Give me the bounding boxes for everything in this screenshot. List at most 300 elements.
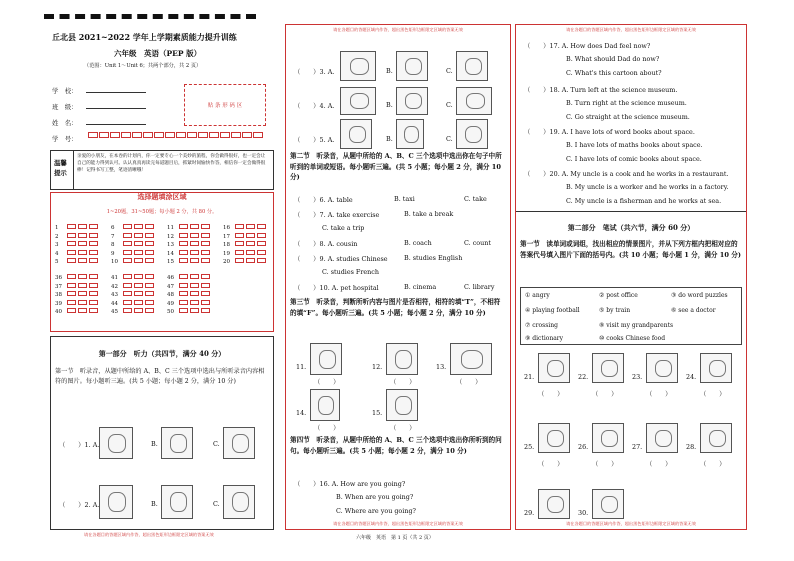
- answer-bubble[interactable]: [179, 258, 188, 263]
- picture-answer[interactable]: （ ）: [646, 460, 672, 468]
- answer-row-number: 48: [167, 292, 174, 298]
- answer-bubble[interactable]: [201, 283, 210, 288]
- picture-answer[interactable]: （ ）: [592, 460, 618, 468]
- answer-row-number: 43: [111, 292, 118, 298]
- answer-row[interactable]: [111, 257, 156, 265]
- q9-opt-c: C. studies French: [322, 268, 379, 276]
- q1-picture-b: [161, 427, 193, 459]
- q4: （ ）4. A.: [294, 102, 335, 110]
- answer-row[interactable]: [111, 299, 156, 307]
- picture-label: 26.: [578, 443, 589, 451]
- q2-picture-b: [161, 485, 193, 519]
- q20-opt-c: C. My uncle is a fisherman and he works at sea.: [566, 197, 722, 205]
- answer-bubble[interactable]: [190, 258, 199, 263]
- middle-bottom-note: 请在各题目的答题区域内作答，超出黑色矩形边框限定区域的答案无效: [333, 521, 463, 526]
- answer-bubble[interactable]: [78, 233, 87, 238]
- answer-row[interactable]: [167, 257, 212, 265]
- answer-bubble[interactable]: [201, 274, 210, 279]
- answer-bubble[interactable]: [201, 224, 210, 229]
- q3-opt-c: C.: [446, 67, 453, 75]
- answer-bubble[interactable]: [145, 233, 154, 238]
- answer-bubble[interactable]: [235, 258, 244, 263]
- answer-bubble[interactable]: [201, 241, 210, 246]
- answer-bubble[interactable]: [123, 274, 132, 279]
- notice-box: [50, 150, 274, 190]
- answer-row[interactable]: [223, 249, 268, 257]
- answer-bubble[interactable]: [190, 308, 199, 313]
- answer-row-number: 13: [167, 242, 174, 248]
- answer-bubble[interactable]: [235, 233, 244, 238]
- answer-row-number: 17: [223, 233, 230, 240]
- q2-picture-a: [99, 485, 133, 519]
- answer-bubble[interactable]: [134, 233, 143, 238]
- answer-bubble[interactable]: [145, 224, 154, 229]
- answer-bubble[interactable]: [78, 300, 87, 305]
- picture-answer[interactable]: （ ）: [592, 390, 618, 398]
- answer-row[interactable]: [167, 232, 212, 240]
- answer-bubble[interactable]: [89, 258, 98, 263]
- option-8: ⑧ visit my grandparents: [599, 322, 674, 329]
- q6-row: （ ）6. A. table B. taxi C. take: [294, 195, 487, 204]
- left-edge-note: 请在各题目的答题区域内作答，超出黑色矩形边框限定区域的答案无效: [84, 532, 214, 537]
- answer-sheet: [50, 192, 274, 332]
- answer-row[interactable]: [223, 232, 268, 240]
- q4-opt-b: B.: [386, 101, 393, 109]
- answer-bubble[interactable]: [78, 291, 87, 296]
- answer-bubble[interactable]: [67, 258, 76, 263]
- answer-bubble[interactable]: [67, 241, 76, 246]
- answer-bubble[interactable]: [134, 250, 143, 255]
- answer-bubble[interactable]: [145, 300, 154, 305]
- q5-opt-b: B.: [386, 135, 393, 143]
- answer-row[interactable]: [167, 249, 212, 257]
- answer-bubble[interactable]: [190, 300, 199, 305]
- picture-label: 22.: [578, 373, 589, 381]
- answer-bubble[interactable]: [78, 250, 87, 255]
- q20-opt-b: B. My uncle is a worker and he works in a factory.: [566, 183, 729, 191]
- answer-bubble[interactable]: [67, 308, 76, 313]
- answer-bubble[interactable]: [134, 308, 143, 313]
- answer-bubble[interactable]: [78, 283, 87, 288]
- answer-row-number: 14: [167, 250, 174, 257]
- answer-row-number: 20: [223, 259, 230, 265]
- q1-picture-a: [99, 427, 133, 459]
- picture: [700, 423, 732, 453]
- answer-bubble[interactable]: [89, 300, 98, 305]
- q11-picture: [310, 343, 342, 375]
- answer-bubble[interactable]: [89, 283, 98, 288]
- answer-row[interactable]: [111, 282, 156, 290]
- answer-row[interactable]: [55, 257, 100, 265]
- answer-bubble[interactable]: [123, 291, 132, 296]
- answer-row-number: 1: [55, 225, 59, 231]
- answer-row-number: 4: [55, 250, 59, 257]
- answer-row[interactable]: [111, 232, 156, 240]
- q13-label: 13.: [436, 363, 447, 371]
- answer-bubble[interactable]: [246, 233, 255, 238]
- q1-picture-c: [223, 427, 255, 459]
- answer-row-number: 41: [111, 275, 118, 281]
- answer-bubble[interactable]: [179, 241, 188, 246]
- answer-row-number: 36: [55, 275, 62, 281]
- answer-bubble[interactable]: [134, 258, 143, 263]
- answer-bubble[interactable]: [78, 224, 87, 229]
- answer-bubble[interactable]: [145, 241, 154, 246]
- answer-bubble[interactable]: [179, 274, 188, 279]
- answer-row-number: 16: [223, 225, 230, 231]
- part1-sec1: 第一节 听录音，从题中所给的 A、B、C 三个选项中选出与所听录音内容相符的图片。每小题听三遍。(共 5 小题；每小题 2 分，满分 10 分): [55, 368, 265, 385]
- answer-bubble[interactable]: [235, 250, 244, 255]
- q15-answer[interactable]: （ ）: [390, 424, 416, 432]
- q4-picture-b: [396, 87, 428, 115]
- right-bottom-note: 请在各题目的答题区域内作答，超出黑色矩形边框限定区域的答案无效: [566, 521, 696, 526]
- q2-opt-b: B.: [151, 500, 158, 508]
- picture-label: 29.: [524, 509, 535, 517]
- picture-label: 24.: [686, 373, 697, 381]
- answer-bubble[interactable]: [145, 283, 154, 288]
- answer-row-number: 45: [111, 309, 118, 315]
- answer-sheet-note: 1~20题，31~50题；每小题 2 分，共 80 分。: [106, 209, 218, 215]
- picture: [592, 489, 624, 519]
- answer-row[interactable]: [55, 290, 100, 298]
- answer-bubble[interactable]: [257, 250, 266, 255]
- answer-bubble[interactable]: [89, 308, 98, 313]
- middle-sec4: 第四节 听录音，从题中所给的 A、B、C 三个选项中选出你所听到的问句。每小题听三遍。(共 5 小题；每小题 2 分，满分 10 分): [290, 436, 502, 455]
- answer-row[interactable]: [111, 290, 156, 298]
- answer-bubble[interactable]: [123, 258, 132, 263]
- left-column: [44, 24, 281, 537]
- answer-row-number: 15: [167, 259, 174, 265]
- answer-bubble[interactable]: [235, 241, 244, 246]
- q17-opt-b: B. What should Dad do now?: [566, 55, 660, 63]
- answer-bubble[interactable]: [190, 283, 199, 288]
- answer-bubble[interactable]: [190, 291, 199, 296]
- part1-heading: 第一部分 听力（共四节，满分 40 分）: [98, 349, 226, 358]
- right-column: [515, 24, 747, 530]
- answer-row[interactable]: [223, 240, 268, 248]
- answer-bubble[interactable]: [257, 241, 266, 246]
- answer-row-number: 2: [55, 233, 59, 240]
- answer-bubble[interactable]: [134, 300, 143, 305]
- option-3: ③ do word puzzles: [671, 292, 728, 299]
- q14-label: 14.: [296, 409, 307, 417]
- answer-bubble[interactable]: [179, 300, 188, 305]
- answer-bubble[interactable]: [179, 224, 188, 229]
- q13-picture: [450, 343, 492, 375]
- answer-row[interactable]: [55, 232, 100, 240]
- option-9: ⑨ dictionary: [525, 335, 564, 342]
- answer-row-number: 6: [111, 225, 115, 231]
- answer-row-number: 39: [55, 300, 62, 307]
- picture: [538, 489, 570, 519]
- picture: [538, 423, 570, 453]
- answer-row-number: 50: [167, 309, 174, 315]
- exam-title: 丘北县 2021~2022 学年上学期素质能力提升训练: [52, 32, 237, 42]
- picture-label: 25.: [524, 443, 535, 451]
- answer-bubble[interactable]: [201, 258, 210, 263]
- answer-row[interactable]: [167, 299, 212, 307]
- q15-label: 15.: [372, 409, 383, 417]
- answer-bubble[interactable]: [134, 241, 143, 246]
- answer-bubble[interactable]: [89, 224, 98, 229]
- answer-bubble[interactable]: [89, 274, 98, 279]
- answer-bubble[interactable]: [123, 224, 132, 229]
- middle-sec2: 第二节 听录音，从题中所给的 A、B、C 三个选项中选出你在句子中所听到的单词或短语。每小题听三遍。(共 5 小题；每小题 2 分，满分 10 分): [290, 152, 502, 182]
- answer-row-number: 40: [55, 309, 62, 315]
- q4-picture-a: [340, 87, 376, 115]
- answer-bubble[interactable]: [89, 241, 98, 246]
- answer-bubble[interactable]: [134, 224, 143, 229]
- answer-bubble[interactable]: [78, 258, 87, 263]
- top-dash-bar: [44, 14, 256, 24]
- q20: （ ）20. A. My uncle is a cook and he works in a restaurant.: [524, 170, 729, 178]
- notice-text: 亲爱的小朋友，在本卷的计划内，你一定要专心一个美妙的旅程，你会做得很好，也一定会让自己的能力得到认可。认认真真再读完每道题目后，抓紧时间愉快作答，相信你一定会做得很棒！记得书写工整，笔迹清晰哦！: [77, 154, 266, 173]
- q14-answer[interactable]: （ ）: [314, 424, 340, 432]
- answer-grid-b[interactable]: [55, 273, 269, 329]
- picture-answer[interactable]: （ ）: [538, 460, 564, 468]
- answer-bubble[interactable]: [190, 250, 199, 255]
- answer-row-number: 12: [167, 233, 174, 240]
- q19-opt-c: C. I have lots of comic books about space.: [566, 155, 702, 163]
- q12-answer[interactable]: （ ）: [390, 378, 416, 386]
- option-2: ② post office: [599, 292, 638, 299]
- answer-row[interactable]: [55, 307, 100, 315]
- answer-bubble[interactable]: [246, 250, 255, 255]
- answer-bubble[interactable]: [201, 233, 210, 238]
- picture-answer[interactable]: （ ）: [646, 390, 672, 398]
- answer-bubble[interactable]: [257, 224, 266, 229]
- q16-opt-c: C. Where are you going?: [336, 507, 416, 515]
- picture-answer[interactable]: （ ）: [700, 390, 726, 398]
- answer-row-number: 10: [111, 259, 118, 265]
- answer-row[interactable]: [111, 307, 156, 315]
- answer-row-number: 49: [167, 300, 174, 307]
- answer-bubble[interactable]: [67, 274, 76, 279]
- q5-picture-a: [340, 119, 372, 149]
- answer-bubble[interactable]: [145, 258, 154, 263]
- answer-row[interactable]: [223, 223, 268, 231]
- q17-opt-c: C. What's this cartoon about?: [566, 69, 662, 77]
- answer-bubble[interactable]: [123, 241, 132, 246]
- answer-bubble[interactable]: [123, 300, 132, 305]
- answer-row[interactable]: [223, 257, 268, 265]
- q5-opt-c: C.: [446, 135, 453, 143]
- answer-bubble[interactable]: [246, 241, 255, 246]
- answer-row[interactable]: [167, 273, 212, 281]
- option-10: ⑩ cooks Chinese food: [599, 335, 666, 342]
- answer-row-number: 11: [167, 225, 174, 231]
- option-5: ⑤ by train: [599, 307, 631, 314]
- option-7: ⑦ crossing: [525, 322, 558, 329]
- right-top-note: 请在各题目的答题区域内作答，超出黑色矩形边框限定区域的答案无效: [566, 27, 696, 32]
- middle-column: [285, 24, 511, 530]
- answer-bubble[interactable]: [235, 224, 244, 229]
- answer-bubble[interactable]: [123, 250, 132, 255]
- picture: [646, 353, 678, 383]
- answer-bubble[interactable]: [123, 233, 132, 238]
- answer-row-number: 44: [111, 300, 118, 307]
- answer-bubble[interactable]: [201, 308, 210, 313]
- q7-row: （ ）7. A. take exercise B. take a break: [294, 210, 454, 219]
- answer-bubble[interactable]: [179, 250, 188, 255]
- q3-picture-a: [340, 51, 376, 81]
- part1-box: [50, 336, 274, 530]
- answer-bubble[interactable]: [78, 308, 87, 313]
- q10-row: （ ）10. A. pet hospital B. cinema C. library: [294, 283, 495, 292]
- answer-bubble[interactable]: [190, 233, 199, 238]
- answer-bubble[interactable]: [201, 300, 210, 305]
- answer-bubble[interactable]: [67, 224, 76, 229]
- q5-picture-b: [396, 119, 424, 149]
- q19-opt-b: B. I have lots of maths books about space.: [566, 141, 703, 149]
- answer-row-number: 5: [55, 259, 59, 265]
- answer-bubble[interactable]: [89, 233, 98, 238]
- answer-bubble[interactable]: [179, 308, 188, 313]
- barcode-area: 贴 条 形 码 区: [184, 84, 266, 126]
- answer-bubble[interactable]: [145, 308, 154, 313]
- q5: （ ）5. A.: [294, 136, 335, 144]
- picture-label: 21.: [524, 373, 535, 381]
- picture-answer[interactable]: （ ）: [700, 460, 726, 468]
- answer-row-number: 18: [223, 242, 230, 248]
- answer-bubble[interactable]: [246, 224, 255, 229]
- answer-bubble[interactable]: [67, 250, 76, 255]
- answer-row[interactable]: [167, 290, 212, 298]
- q16: （ ）16. A. How are you going?: [294, 480, 406, 488]
- picture-label: 23.: [632, 373, 643, 381]
- answer-bubble[interactable]: [123, 308, 132, 313]
- answer-row[interactable]: [55, 282, 100, 290]
- q12-picture: [386, 343, 418, 375]
- answer-row-number: 42: [111, 283, 118, 290]
- q8-row: （ ）8. A. cousin B. coach C. count: [294, 239, 491, 248]
- answer-bubble[interactable]: [145, 274, 154, 279]
- answer-bubble[interactable]: [145, 250, 154, 255]
- q12-label: 12.: [372, 363, 383, 371]
- q17: （ ）17. A. How does Dad feel now?: [524, 42, 651, 50]
- q1: （ ）1. A.: [59, 441, 100, 449]
- answer-bubble[interactable]: [89, 250, 98, 255]
- answer-row[interactable]: [167, 223, 212, 231]
- q2-picture-c: [223, 485, 255, 519]
- middle-sec3: 第三节 听录音，判断所听内容与图片是否相符，相符的填“T”，不相符的填“F”。每小题听三遍。(共 5 小题；每小题 2 分，满分 10 分): [290, 298, 501, 317]
- q1-opt-b: B.: [151, 440, 158, 448]
- field-name: 姓 名：: [52, 118, 146, 127]
- answer-bubble[interactable]: [78, 274, 87, 279]
- q1-opt-c: C.: [213, 440, 220, 448]
- answer-bubble[interactable]: [78, 241, 87, 246]
- picture-label: 27.: [632, 443, 643, 451]
- answer-row[interactable]: [55, 249, 100, 257]
- picture-label: 30.: [578, 509, 589, 517]
- q4-opt-c: C.: [446, 101, 453, 109]
- answer-grid-a[interactable]: [55, 223, 269, 267]
- answer-bubble[interactable]: [145, 291, 154, 296]
- picture: [538, 353, 570, 383]
- exam-scope: （范围：Unit 1～Unit 6；共两个部分，共 2 页）: [84, 63, 202, 69]
- field-number: 学 号：: [52, 135, 78, 143]
- q11-answer[interactable]: （ ）: [314, 378, 340, 386]
- answer-bubble[interactable]: [190, 224, 199, 229]
- answer-bubble[interactable]: [201, 291, 210, 296]
- answer-row[interactable]: [111, 249, 156, 257]
- q2-opt-c: C.: [213, 500, 220, 508]
- q13-answer[interactable]: （ ）: [456, 378, 482, 386]
- answer-row-number: 8: [111, 242, 115, 248]
- answer-bubble[interactable]: [134, 291, 143, 296]
- answer-bubble[interactable]: [67, 233, 76, 238]
- field-class: 班 级：: [52, 102, 146, 111]
- answer-row-number: 47: [167, 283, 174, 290]
- options-table: [520, 287, 742, 345]
- answer-row[interactable]: [111, 273, 156, 281]
- answer-row[interactable]: [55, 273, 100, 281]
- answer-row[interactable]: [167, 307, 212, 315]
- q7-opt-c: C. take a trip: [322, 224, 365, 232]
- answer-bubble[interactable]: [89, 291, 98, 296]
- q3-opt-b: B.: [386, 67, 393, 75]
- q9-row: （ ）9. A. studies Chinese B. studies English: [294, 254, 463, 263]
- answer-bubble[interactable]: [123, 283, 132, 288]
- answer-row[interactable]: [167, 282, 212, 290]
- picture: [700, 353, 732, 383]
- option-1: ① angry: [525, 292, 550, 299]
- notice-label: 温馨 提示: [54, 159, 67, 177]
- answer-row[interactable]: [55, 299, 100, 307]
- middle-top-note: 请在各题目的答题区域内作答，超出黑色矩形边框限定区域的答案无效: [333, 27, 463, 32]
- answer-bubble[interactable]: [179, 283, 188, 288]
- answer-sheet-title: 选择题填涂区域: [137, 192, 187, 201]
- answer-bubble[interactable]: [257, 233, 266, 238]
- q19: （ ）19. A. I have lots of word books about space.: [524, 128, 695, 136]
- q11-label: 11.: [296, 363, 307, 371]
- q3-picture-c: [456, 51, 488, 81]
- answer-bubble[interactable]: [179, 233, 188, 238]
- answer-bubble[interactable]: [246, 258, 255, 263]
- answer-bubble[interactable]: [67, 283, 76, 288]
- exam-subtitle: 六年级 英语（PEP 版）: [114, 49, 202, 58]
- picture: [592, 353, 624, 383]
- q15-picture: [386, 389, 418, 421]
- answer-row-number: 7: [111, 233, 115, 240]
- answer-row[interactable]: [55, 223, 100, 231]
- answer-row-number: 37: [55, 283, 62, 290]
- q18-opt-c: C. Go straight at the science museum.: [566, 113, 690, 121]
- picture: [646, 423, 678, 453]
- picture-label: 28.: [686, 443, 697, 451]
- answer-bubble[interactable]: [201, 250, 210, 255]
- answer-bubble[interactable]: [134, 283, 143, 288]
- answer-row[interactable]: [111, 240, 156, 248]
- page-footer: 六年级 英语 第 1 页（共 2 页）: [356, 535, 434, 541]
- answer-row[interactable]: [55, 240, 100, 248]
- answer-row-number: 19: [223, 250, 230, 257]
- answer-bubble[interactable]: [257, 258, 266, 263]
- answer-bubble[interactable]: [179, 291, 188, 296]
- picture-answer[interactable]: （ ）: [538, 390, 564, 398]
- answer-row-number: 9: [111, 250, 115, 257]
- answer-row-number: 38: [55, 292, 62, 298]
- answer-bubble[interactable]: [134, 274, 143, 279]
- answer-row[interactable]: [111, 223, 156, 231]
- q16-opt-b: B. When are you going?: [336, 493, 414, 501]
- answer-row[interactable]: [167, 240, 212, 248]
- answer-bubble[interactable]: [190, 241, 199, 246]
- answer-bubble[interactable]: [190, 274, 199, 279]
- part2-heading: 第二部分 笔试（共六节，满分 60 分）: [567, 223, 695, 232]
- answer-bubble[interactable]: [67, 300, 76, 305]
- answer-bubble[interactable]: [67, 291, 76, 296]
